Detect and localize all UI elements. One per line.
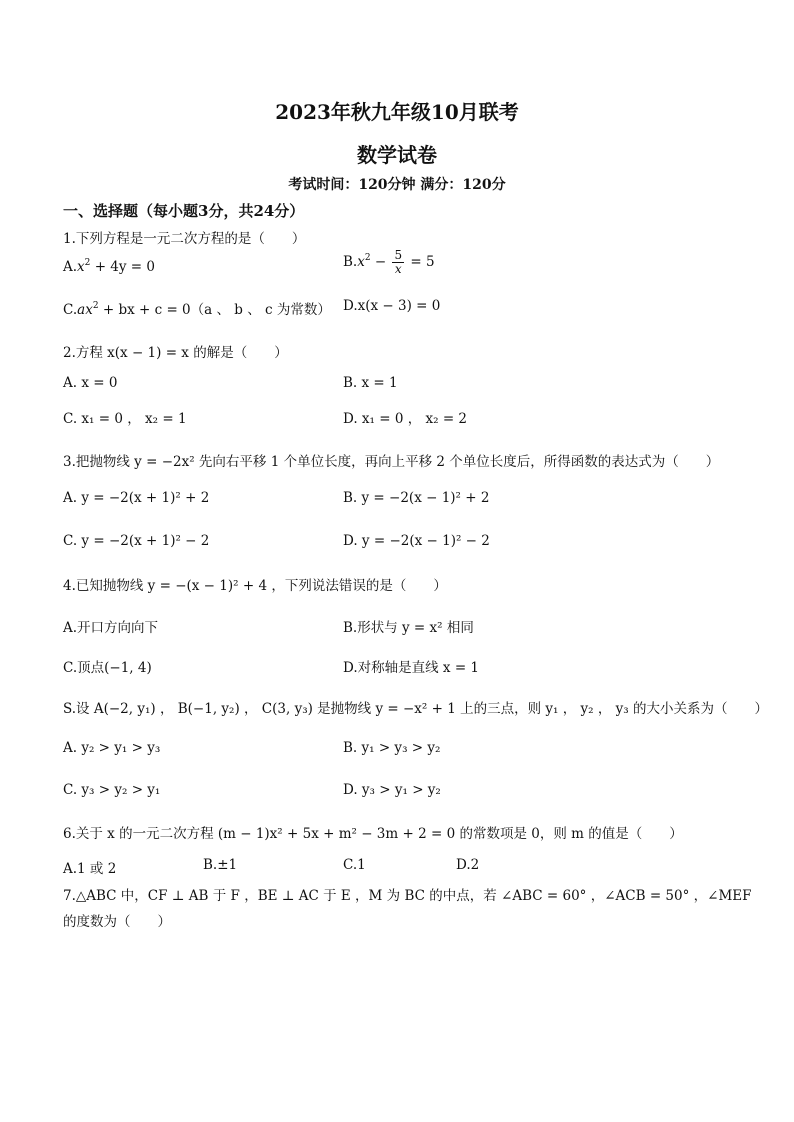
q6-option-b: B.±1: [203, 857, 238, 873]
q1-b-numerator: 5: [394, 248, 403, 262]
q1-option-b: $B.x^2$ − $\frac{5}{x}$ = 5: [343, 248, 435, 276]
q5-option-d: D. y₃ > y₁ > y₂: [343, 782, 441, 798]
q1-d-expr: x(x − 3) = 0: [357, 298, 441, 314]
question-7-stem-line-1: 7.△ABC 中，CF ⊥ AB 于 F ，BE ⊥ AC 于 E ，M 为 BC 的中点，若 ∠ABC = 60° ，∠ACB = 50° ，∠MEF: [63, 888, 752, 904]
question-3-stem: 3.把抛物线 y = −2x² 先向右平移 1 个单位长度，再向上平移 2 个单位长度后，所得函数的表达式为（ ）: [63, 454, 720, 470]
q4-option-c: C.顶点(−1, 4): [63, 660, 152, 676]
q2-option-b: B. x = 1: [343, 375, 398, 391]
exam-subject: 数学试卷: [357, 143, 437, 167]
exam-info: 考试时间：120分钟 满分：120分: [288, 177, 506, 193]
q1-option-a: $A.x^2 + 4y = 0$: [63, 258, 155, 275]
q1-a-expr: + 4y = 0: [90, 259, 155, 275]
q1-option-d: [343, 298, 440, 314]
q3-option-b: B. y = −2(x − 1)² + 2: [343, 490, 490, 506]
q5-option-c: C. y₃ > y₂ > y₁: [63, 782, 161, 798]
q1-b-label: B.: [343, 254, 358, 270]
q1-b-denominator: x: [394, 262, 402, 276]
question-2-stem: 2.方程 x(x − 1) = x 的解是（ ）: [63, 345, 288, 361]
q6-option-c: C.1: [343, 857, 366, 873]
q4-option-d: D.对称轴是直线 x = 1: [343, 660, 480, 676]
q2-option-a: A. x = 0: [63, 375, 118, 391]
q2-option-c: C. x₁ = 0 ， x₂ = 1: [63, 411, 187, 427]
question-4-stem: 4.已知抛物线 y = −(x − 1)² + 4 ，下列说法错误的是（ ）: [63, 578, 447, 594]
q1-b-tail: = 5: [406, 254, 435, 270]
question-1-stem: 1.下列方程是一元二次方程的是（ ）: [63, 231, 306, 247]
q4-option-b: B.形状与 y = x² 相同: [343, 620, 474, 636]
exam-title: 2023年秋九年级10月联考: [275, 100, 519, 124]
q1-c-note: （a 、 b 、 c 为常数）: [190, 302, 331, 318]
q5-option-b: B. y₁ > y₃ > y₂: [343, 740, 441, 756]
q1-d-label: D.: [343, 298, 358, 314]
q3-option-c: C. y = −2(x + 1)² − 2: [63, 533, 210, 549]
q1-b-fraction: [392, 249, 404, 276]
question-5-stem: S.设 A(−2, y₁) ， B(−1, y₂) ， C(3, y₃) 是抛物线 y = −x² + 1 上的三点，则 y₁ ， y₂ ， y₃ 的大小关系为（ ）: [63, 701, 768, 717]
q1-c-expr: + bx + c = 0: [98, 302, 191, 318]
question-7-stem-line-2: 的度数为（ ）: [63, 914, 171, 930]
q4-option-a: A.开口方向向下: [63, 620, 159, 636]
q2-option-d: D. x₁ = 0 ， x₂ = 2: [343, 411, 468, 427]
section-heading: 一、选择题（每小题3分，共24分）: [63, 202, 305, 220]
q6-option-a: A.1 或 2: [63, 861, 117, 877]
q1-b-minus: −: [370, 254, 391, 270]
q6-option-d: D.2: [456, 857, 480, 873]
q3-option-d: D. y = −2(x − 1)² − 2: [343, 533, 490, 549]
q1-option-c: $C.ax^2$ + bx + c = 0（a 、 b 、 c 为常数）: [63, 301, 331, 318]
question-6-stem: 6.关于 x 的一元二次方程 (m − 1)x² + 5x + m² − 3m + 2 = 0 的常数项是 0，则 m 的值是（ ）: [63, 826, 683, 842]
q1-c-label: C.: [63, 302, 78, 318]
q5-option-a: A. y₂ > y₁ > y₃: [63, 740, 161, 756]
q1-a-label: A.: [63, 259, 78, 275]
q3-option-a: A. y = −2(x + 1)² + 2: [63, 490, 210, 506]
